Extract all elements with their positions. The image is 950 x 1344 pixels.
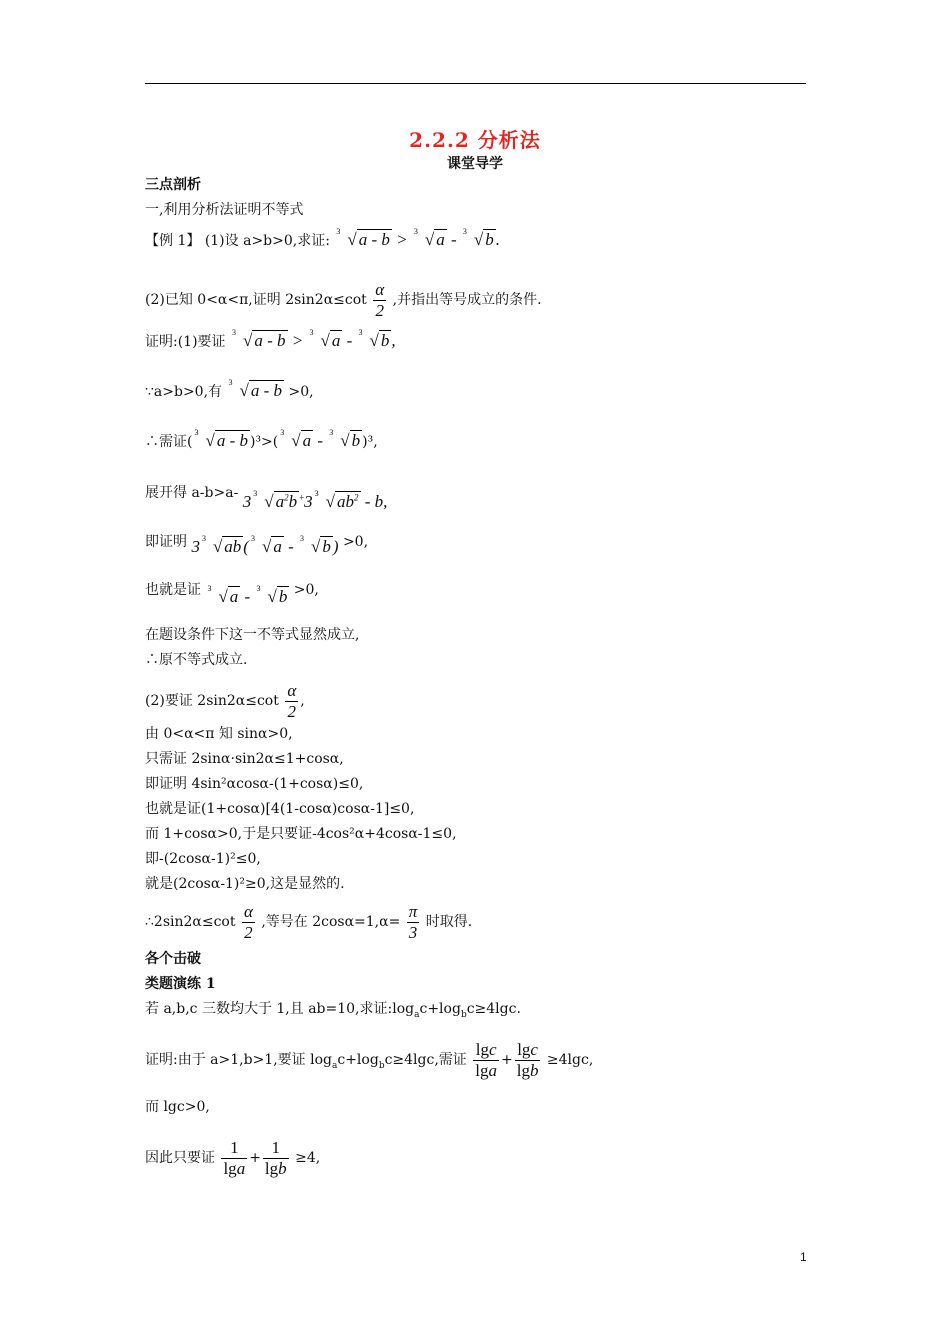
section-heading: 三点剖析	[145, 177, 201, 193]
page-number: 1	[800, 1250, 807, 1264]
proof-line-15: 即-(2cosα-1)²≤0,	[145, 851, 261, 867]
proof-text: ,等号在 2cosα=1,α=	[261, 914, 401, 931]
proof-line-13: 也就是证(1+cosα)[4(1-cosα)cosα-1]≤0,	[145, 801, 415, 817]
proof-line-2	[145, 378, 314, 400]
practice-text: ≥4,	[295, 1150, 321, 1167]
proof-line-12: 即证明 4sin²αcosα-(1+cosα)≤0,	[145, 776, 364, 792]
proof-text: ∴2sin2α≤cot	[145, 914, 236, 931]
practice-text: 因此只要证	[145, 1150, 215, 1167]
fraction-alpha-over-2: $\frac{\alpha}{2}$	[375, 280, 385, 320]
practice-text: 若 a,b,c 三数均大于 1,且 ab=10,求证:log	[145, 1001, 415, 1017]
proof-text: >0,	[293, 582, 319, 598]
section-heading-2: 各个击破	[145, 951, 201, 967]
proof-text: 时取得.	[425, 914, 473, 931]
math-expression: 3 √ a - b	[194, 428, 248, 450]
proof-text: (2)要证 2sin2α≤cot	[145, 693, 279, 710]
proof-line-8: ∴原不等式成立.	[145, 652, 248, 668]
example-part2-end: ,并指出等号成立的条件.	[392, 292, 542, 309]
fraction-pi-over-3: $\frac{\pi}{3}$	[408, 902, 418, 942]
fraction-1-lga: $\frac{1}{\lg a}$	[223, 1138, 246, 1178]
proof-text: ∴需证(	[145, 434, 193, 450]
math-expression: 3 3 √ ab ( 3 √ a - 3 √ b )	[191, 534, 339, 556]
example-1-line	[145, 227, 500, 249]
example-part2-line	[145, 280, 542, 320]
math-expression: 3 3 √ $a^2b$ +3 3 √ $ab^2$ - b,	[242, 489, 388, 511]
proof-line-11: 只需证 2sinα·sin2α≤1+cosα,	[145, 751, 344, 767]
proof-line-9: (2)要证 2sin2α≤cot $\frac{\alpha}{2}$ ,	[145, 681, 305, 721]
proof-line-7: 在题设条件下这一不等式显然成立,	[145, 627, 360, 643]
page-title: 2.2.2 分析法	[409, 128, 541, 152]
practice-proof-line-1: 证明:由于 a>1,b>1,要证 $\log_ac+\log_bc\ge 4\lg c$,需证 $\frac{\lg c}{\lg a}$ + $\frac{\lg c}{\lg b}$ ≥4lgc,	[145, 1040, 594, 1080]
proof-text: >0,	[288, 384, 314, 400]
proof-text: >0,	[342, 534, 369, 550]
proof-line-5	[145, 532, 369, 556]
proof-text: ∵a>b>0,有	[145, 384, 223, 400]
proof-line-14: 而 1+cosα>0,于是只要证-4cos²α+4cosα-1≤0,	[145, 826, 457, 842]
proof-text: 证明:(1)要证	[145, 334, 226, 350]
page-subtitle: 课堂导学	[447, 156, 503, 172]
proof-text: )³>(	[249, 434, 279, 450]
math-expression: 3 √ a - b	[228, 378, 283, 400]
proof-text: )³,	[362, 434, 378, 450]
proof-text: 展开得 a-b>a-	[145, 485, 239, 501]
example-label: 【例 1】	[145, 233, 201, 249]
practice-text: ≥4lgc,	[546, 1052, 594, 1069]
example-part2-text: (2)已知 0<α<π,证明 2sin2α≤cot	[145, 292, 367, 309]
math-expression: 3 √ a - 3 √ b	[207, 584, 288, 606]
practice-text: ,需证	[434, 1052, 467, 1069]
example-part1: (1)设 a>b>0,求证:	[204, 233, 330, 249]
proof-line-6	[145, 580, 319, 606]
practice-question: 若 a,b,c 三数均大于 1,且 ab=10,求证$:\log_ac+\log_bc\ge 4\lg c$.	[145, 1001, 521, 1020]
practice-proof-line-3: 因此只要证 $\frac{1}{\lg a}$ + $\frac{1}{\lg b}$ ≥4,	[145, 1138, 321, 1178]
proof-line-4	[145, 483, 388, 511]
header-rule	[145, 83, 806, 84]
example-formula: 3 √ a - b > 3 √ a - 3 √ b .	[336, 227, 500, 249]
section-subheading: 一,利用分析法证明不等式	[145, 202, 304, 218]
proof-line-16: 就是(2cosα-1)²≥0,这是显然的.	[145, 876, 345, 892]
math-expression: 3 √ a - b > 3 √ a - 3 √ b ,	[232, 328, 396, 350]
proof-line-1	[145, 328, 396, 350]
fraction-lgc-lga: $\frac{\lg c}{\lg a}$	[475, 1040, 497, 1080]
proof-line-3	[145, 428, 378, 450]
proof-line-17	[145, 902, 472, 942]
practice-text: 证明:由于 a>1,b>1,要证 log	[145, 1052, 332, 1069]
proof-line-10: 由 0<α<π 知 sinα>0,	[145, 726, 293, 742]
fraction-alpha-over-2: $\frac{\alpha}{2}$	[243, 902, 253, 942]
math-expression: 3 √ a - 3 √ b	[280, 428, 361, 450]
section-heading-3: 类题演练 1	[145, 976, 216, 992]
proof-text: 也就是证	[145, 582, 201, 598]
proof-text: 即证明	[145, 534, 187, 550]
fraction-1-lgb: $\frac{1}{\lg b}$	[264, 1138, 287, 1178]
practice-proof-line-2: 而 lgc>0,	[145, 1099, 210, 1115]
fraction-lgc-lgb: $\frac{\lg c}{\lg b}$	[516, 1040, 539, 1080]
fraction-alpha-over-2: $\frac{\alpha}{2}$	[287, 681, 297, 721]
